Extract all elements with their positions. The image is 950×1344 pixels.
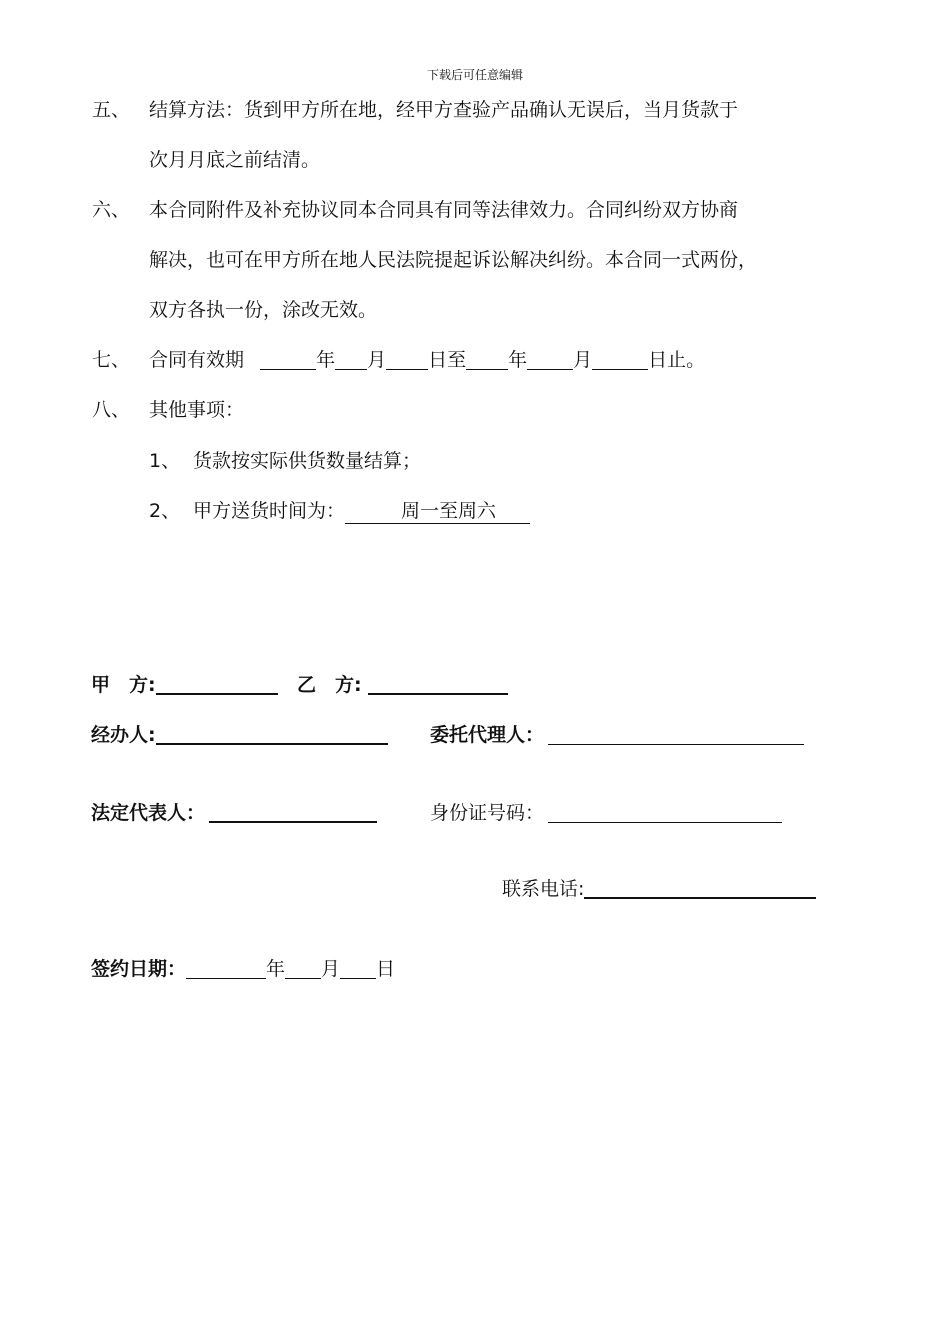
party-b-label: 乙 方: <box>297 674 362 696</box>
party-a-row <box>91 670 278 697</box>
clause-number: 七、 <box>92 349 131 371</box>
sign-day-blank[interactable] <box>340 957 376 979</box>
agent-label: 经办人: <box>91 724 156 746</box>
legal-rep-row <box>91 798 377 825</box>
sign-year-blank[interactable] <box>186 957 266 979</box>
party-b-row <box>297 670 508 697</box>
id-number-row <box>430 798 782 825</box>
year-label: 年 <box>316 349 336 371</box>
id-number-blank[interactable] <box>548 801 782 823</box>
sign-month-blank[interactable] <box>285 957 321 979</box>
day-label: 日 <box>376 958 396 980</box>
end-year-blank[interactable] <box>466 348 508 370</box>
year-label: 年 <box>266 958 286 980</box>
month-label: 月 <box>321 958 341 980</box>
clause-title: 其他事项： <box>149 399 245 421</box>
id-number-label: 身份证号码： <box>430 802 545 824</box>
legal-rep-label: 法定代表人： <box>91 802 206 824</box>
phone-blank[interactable] <box>584 876 816 899</box>
clause-text: 次月月底之前结清。 <box>149 149 321 171</box>
proxy-blank[interactable] <box>548 723 804 745</box>
phone-label: 联系电话: <box>502 878 585 900</box>
proxy-label: 委托代理人： <box>430 724 545 746</box>
start-month-blank[interactable] <box>335 348 367 370</box>
list-item-1 <box>149 446 422 473</box>
item-label: 甲方送货时间为： <box>193 500 346 522</box>
month-label: 月 <box>573 349 593 371</box>
day-to-label: 日至 <box>428 349 467 371</box>
page-header: 下载后可任意编辑 <box>426 68 523 82</box>
party-a-blank[interactable] <box>156 672 278 695</box>
validity-period <box>149 335 705 385</box>
phone-row <box>502 874 816 901</box>
clause-text: 本合同附件及补充协议同本合同具有同等法律效力。合同纠纷双方协商 <box>149 199 739 221</box>
agent-b-row <box>430 720 804 747</box>
month-label: 月 <box>367 349 387 371</box>
agent-a-row <box>91 720 388 747</box>
sign-date-label: 签约日期： <box>91 958 187 980</box>
end-month-blank[interactable] <box>527 348 573 370</box>
clause-number: 八、 <box>92 399 131 421</box>
start-day-blank[interactable] <box>386 348 428 370</box>
delivery-time <box>193 496 530 524</box>
agent-blank[interactable] <box>156 722 388 745</box>
clause-number: 五、 <box>92 99 131 121</box>
end-day-blank[interactable] <box>592 348 648 370</box>
year-label: 年 <box>508 349 528 371</box>
item-number: 1、 <box>149 450 181 472</box>
legal-rep-blank[interactable] <box>209 800 377 823</box>
clause-text: 结算方法：货到甲方所在地，经甲方查验产品确认无误后，当月货款于 <box>149 99 739 121</box>
clause-number: 六、 <box>92 199 131 221</box>
delivery-time-value: 周一至周六 <box>345 496 530 524</box>
list-item-2 <box>149 496 497 523</box>
start-year-blank[interactable] <box>260 348 316 370</box>
end-label: 日止。 <box>648 349 706 371</box>
item-number: 2、 <box>149 500 181 522</box>
sign-date-row <box>91 954 395 981</box>
clause-text: 双方各执一份，涂改无效。 <box>149 299 378 321</box>
item-text: 货款按实际供货数量结算； <box>193 450 422 472</box>
clause-text: 解决，也可在甲方所在地人民法院提起诉讼解决纠纷。本合同一式两份， <box>149 249 758 271</box>
party-b-blank[interactable] <box>368 672 508 695</box>
validity-label: 合同有效期 <box>149 349 245 371</box>
party-a-label: 甲 方: <box>91 674 156 696</box>
